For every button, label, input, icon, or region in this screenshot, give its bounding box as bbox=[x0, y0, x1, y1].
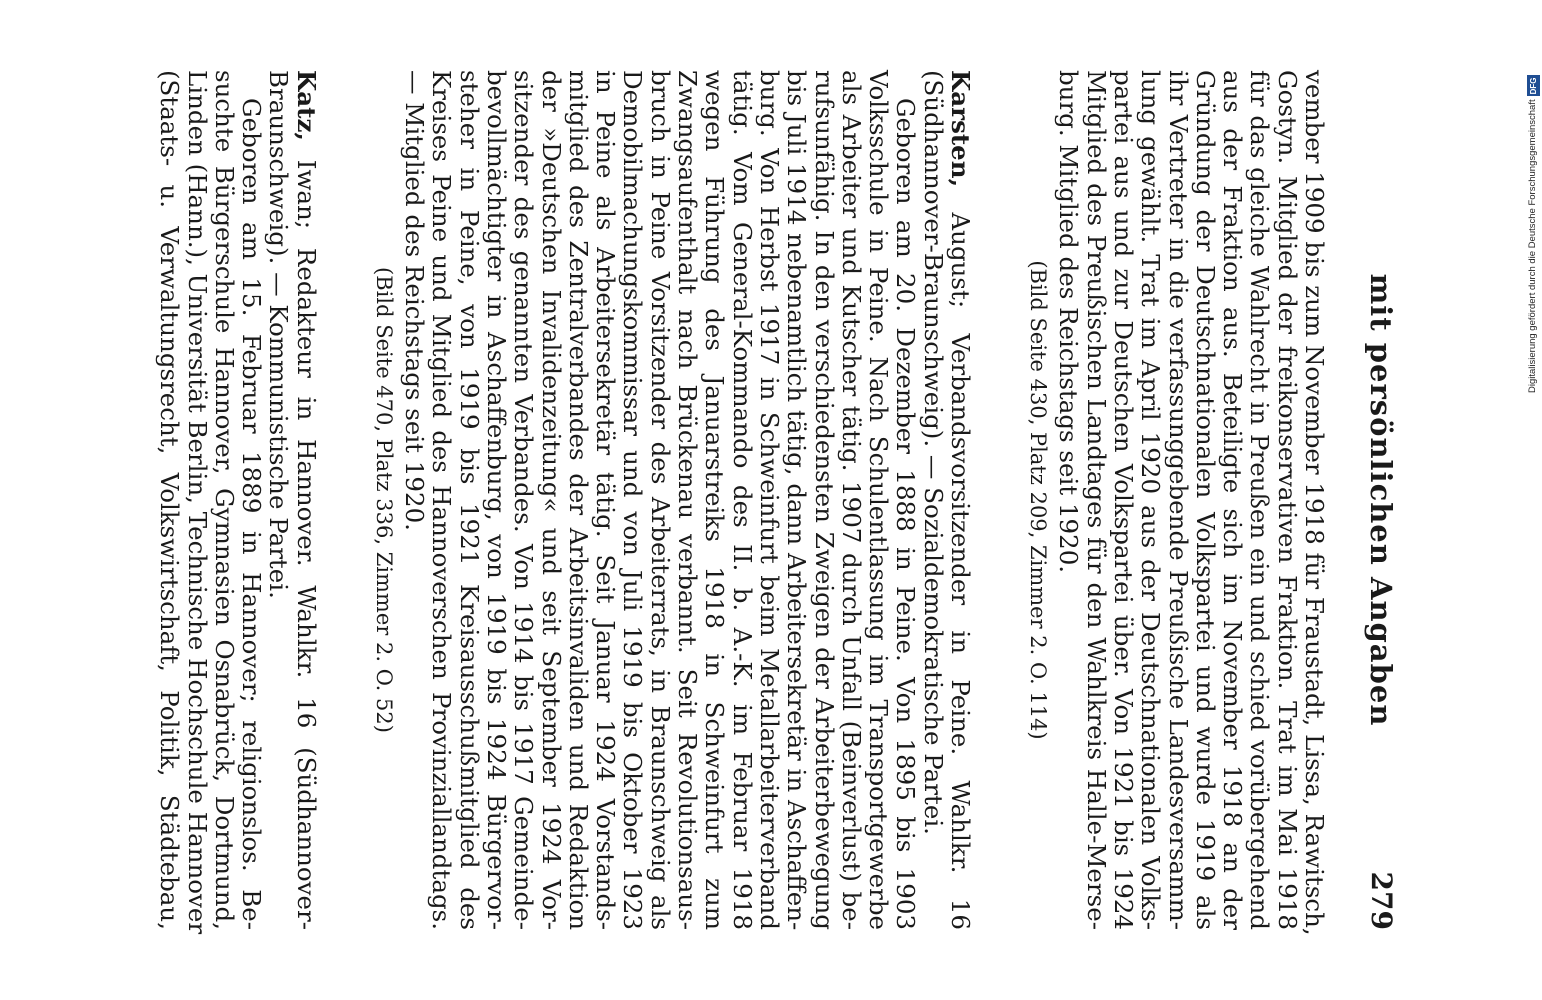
text-line: burg. Von Herbst 1917 in Schweinfurt beim Metallarbeiterverband bbox=[754, 70, 784, 930]
text-line: partei aus und zur Deutschen Volkspartei über. Von 1921 bis 1924 bbox=[1108, 70, 1138, 930]
dfg-logo: DFG bbox=[1528, 77, 1538, 95]
text-line: der »Deutschen Invalidenzeitung« und seit September 1924 Vor- bbox=[536, 70, 566, 930]
text-line: (Südhannover-Braunschweig). — Sozialdemokratische Partei. bbox=[918, 70, 948, 835]
text-line: steher in Peine, von 1919 bis 1921 Kreisausschußmitglied des bbox=[454, 70, 484, 930]
photo-caption: (Bild Seite 470, Platz 336, Zimmer 2. O. 52) bbox=[371, 267, 396, 733]
text-line: als Arbeiter und Kutscher tätig. 1907 durch Unfall (Beinverlust) be- bbox=[836, 70, 866, 930]
text-line: (Staats- u. Verwaltungsrecht, Volkswirtschaft, Politik, Städtebau, bbox=[155, 70, 185, 930]
text-line: lung gewählt. Trat im April 1920 aus der Deutschnationalen Volks- bbox=[1136, 70, 1166, 930]
photo-caption: (Bild Seite 430, Platz 209, Zimmer 2. O. 114) bbox=[1026, 260, 1051, 740]
text-line: mitglied des Zentralverbandes der Arbeitsinvaliden und Redaktion bbox=[563, 70, 593, 930]
digitization-credit bbox=[1526, 8, 1540, 393]
text-line: vember 1909 bis zum November 1918 für Fraustadt, Lissa, Rawitsch, bbox=[1300, 70, 1329, 936]
page-number: 279 bbox=[1365, 871, 1398, 930]
text-line: ihr Vertreter in die verfassunggebende Preußische Landesversamm- bbox=[1163, 70, 1193, 930]
text-line: Geboren am 20. Dezember 1888 in Peine. Von 1895 bis 1903 bbox=[891, 98, 921, 930]
text-line: aus der Fraktion aus. Beteiligte sich im November 1918 an der bbox=[1218, 70, 1248, 930]
person-name: Katz, bbox=[291, 70, 321, 141]
text-line: rufsunfähig. In den verschiedensten Zweigen der Arbeiterbewegung bbox=[809, 70, 839, 930]
text-line: bis Juli 1914 nebenamtlich tätig, dann Arbeitersekretär in Aschaffen- bbox=[782, 70, 812, 931]
text-line: tätig. Vom General-Kommando des II. b. A.-K. im Februar 1918 bbox=[727, 70, 757, 930]
text-line: Mitglied des Preußischen Landtages für den Wahlkreis Halle-Merse- bbox=[1081, 70, 1111, 930]
entry-name-line: Katz, Iwan; Redakteur in Hannover. Wahlkr. 16 (Südhannover- bbox=[291, 70, 321, 930]
text-line: für das gleiche Wahlrecht in Preußen ein und schied vorübergehend bbox=[1245, 70, 1275, 930]
credit-text-row bbox=[1526, 8, 1540, 393]
continuation-entry bbox=[1024, 70, 1329, 936]
entry-karsten bbox=[370, 70, 974, 930]
running-head: mit persönlichen Angaben bbox=[1364, 273, 1398, 727]
text-line: suchte Bürgerschule Hannover, Gymnasien Osnabrück, Dortmund, bbox=[209, 70, 239, 930]
text-line: — Mitglied des Reichstags seit 1920. bbox=[400, 70, 430, 531]
person-name: Karsten, bbox=[946, 70, 976, 188]
text-line: Kreises Peine und Mitglied des Hannoverschen Provinziallandtags. bbox=[427, 70, 457, 930]
text-line: Linden (Hann.), Universität Berlin, Technische Hochschule Hannover bbox=[182, 70, 212, 935]
page-header bbox=[1358, 70, 1398, 930]
text-line: Gründung der Deutschnationalen Volkspartei und wurde 1919 als bbox=[1190, 70, 1220, 930]
text-line: wegen Führung des Januarstreiks 1918 in Schweinfurt zum bbox=[700, 70, 730, 930]
text-line: Volksschule in Peine. Nach Schulentlassung im Transportgewerbe bbox=[864, 70, 894, 930]
text-line: Braunschweig). — Kommunistische Partei. bbox=[264, 70, 294, 599]
text-line: bevollmächtigter in Aschaffenburg, von 1919 bis 1924 Bürgervor- bbox=[481, 70, 511, 930]
text-line: Geboren am 15. Februar 1889 in Hannover; religionslos. Be- bbox=[237, 98, 267, 930]
text-line: Zwangsaufenthalt nach Brückenau verbannt. Seit Revolutionsaus- bbox=[673, 70, 703, 930]
text-line: Gostyn. Mitglied der freikonservativen Fraktion. Trat im Mai 1918 bbox=[1272, 70, 1302, 930]
text-line: bruch in Peine Vorsitzender des Arbeiterrats, in Braunschweig als bbox=[645, 70, 675, 930]
text-line: in Peine als Arbeitersekretär tätig. Seit Januar 1924 Vorstands- bbox=[591, 70, 621, 930]
entry-katz bbox=[155, 70, 321, 935]
text-line: Demobilmachungskommissar und von Juli 1919 bis Oktober 1923 bbox=[618, 70, 648, 930]
text-line: burg. Mitglied des Reichstags seit 1920. bbox=[1054, 70, 1084, 574]
credit-text: Digitalisierung gefördert durch die Deutsche Forschungsgemeinschaft bbox=[1527, 99, 1538, 393]
entry-spacer bbox=[320, 70, 370, 930]
entry-name-line: Karsten, August; Verbandsvorsitzender in Peine. Wahlkr. 16 bbox=[946, 70, 976, 930]
page-body bbox=[155, 70, 1329, 936]
text-line: sitzender des genannten Verbandes. Von 1914 bis 1917 Gemeinde- bbox=[509, 70, 539, 930]
entry-spacer bbox=[974, 70, 1024, 930]
